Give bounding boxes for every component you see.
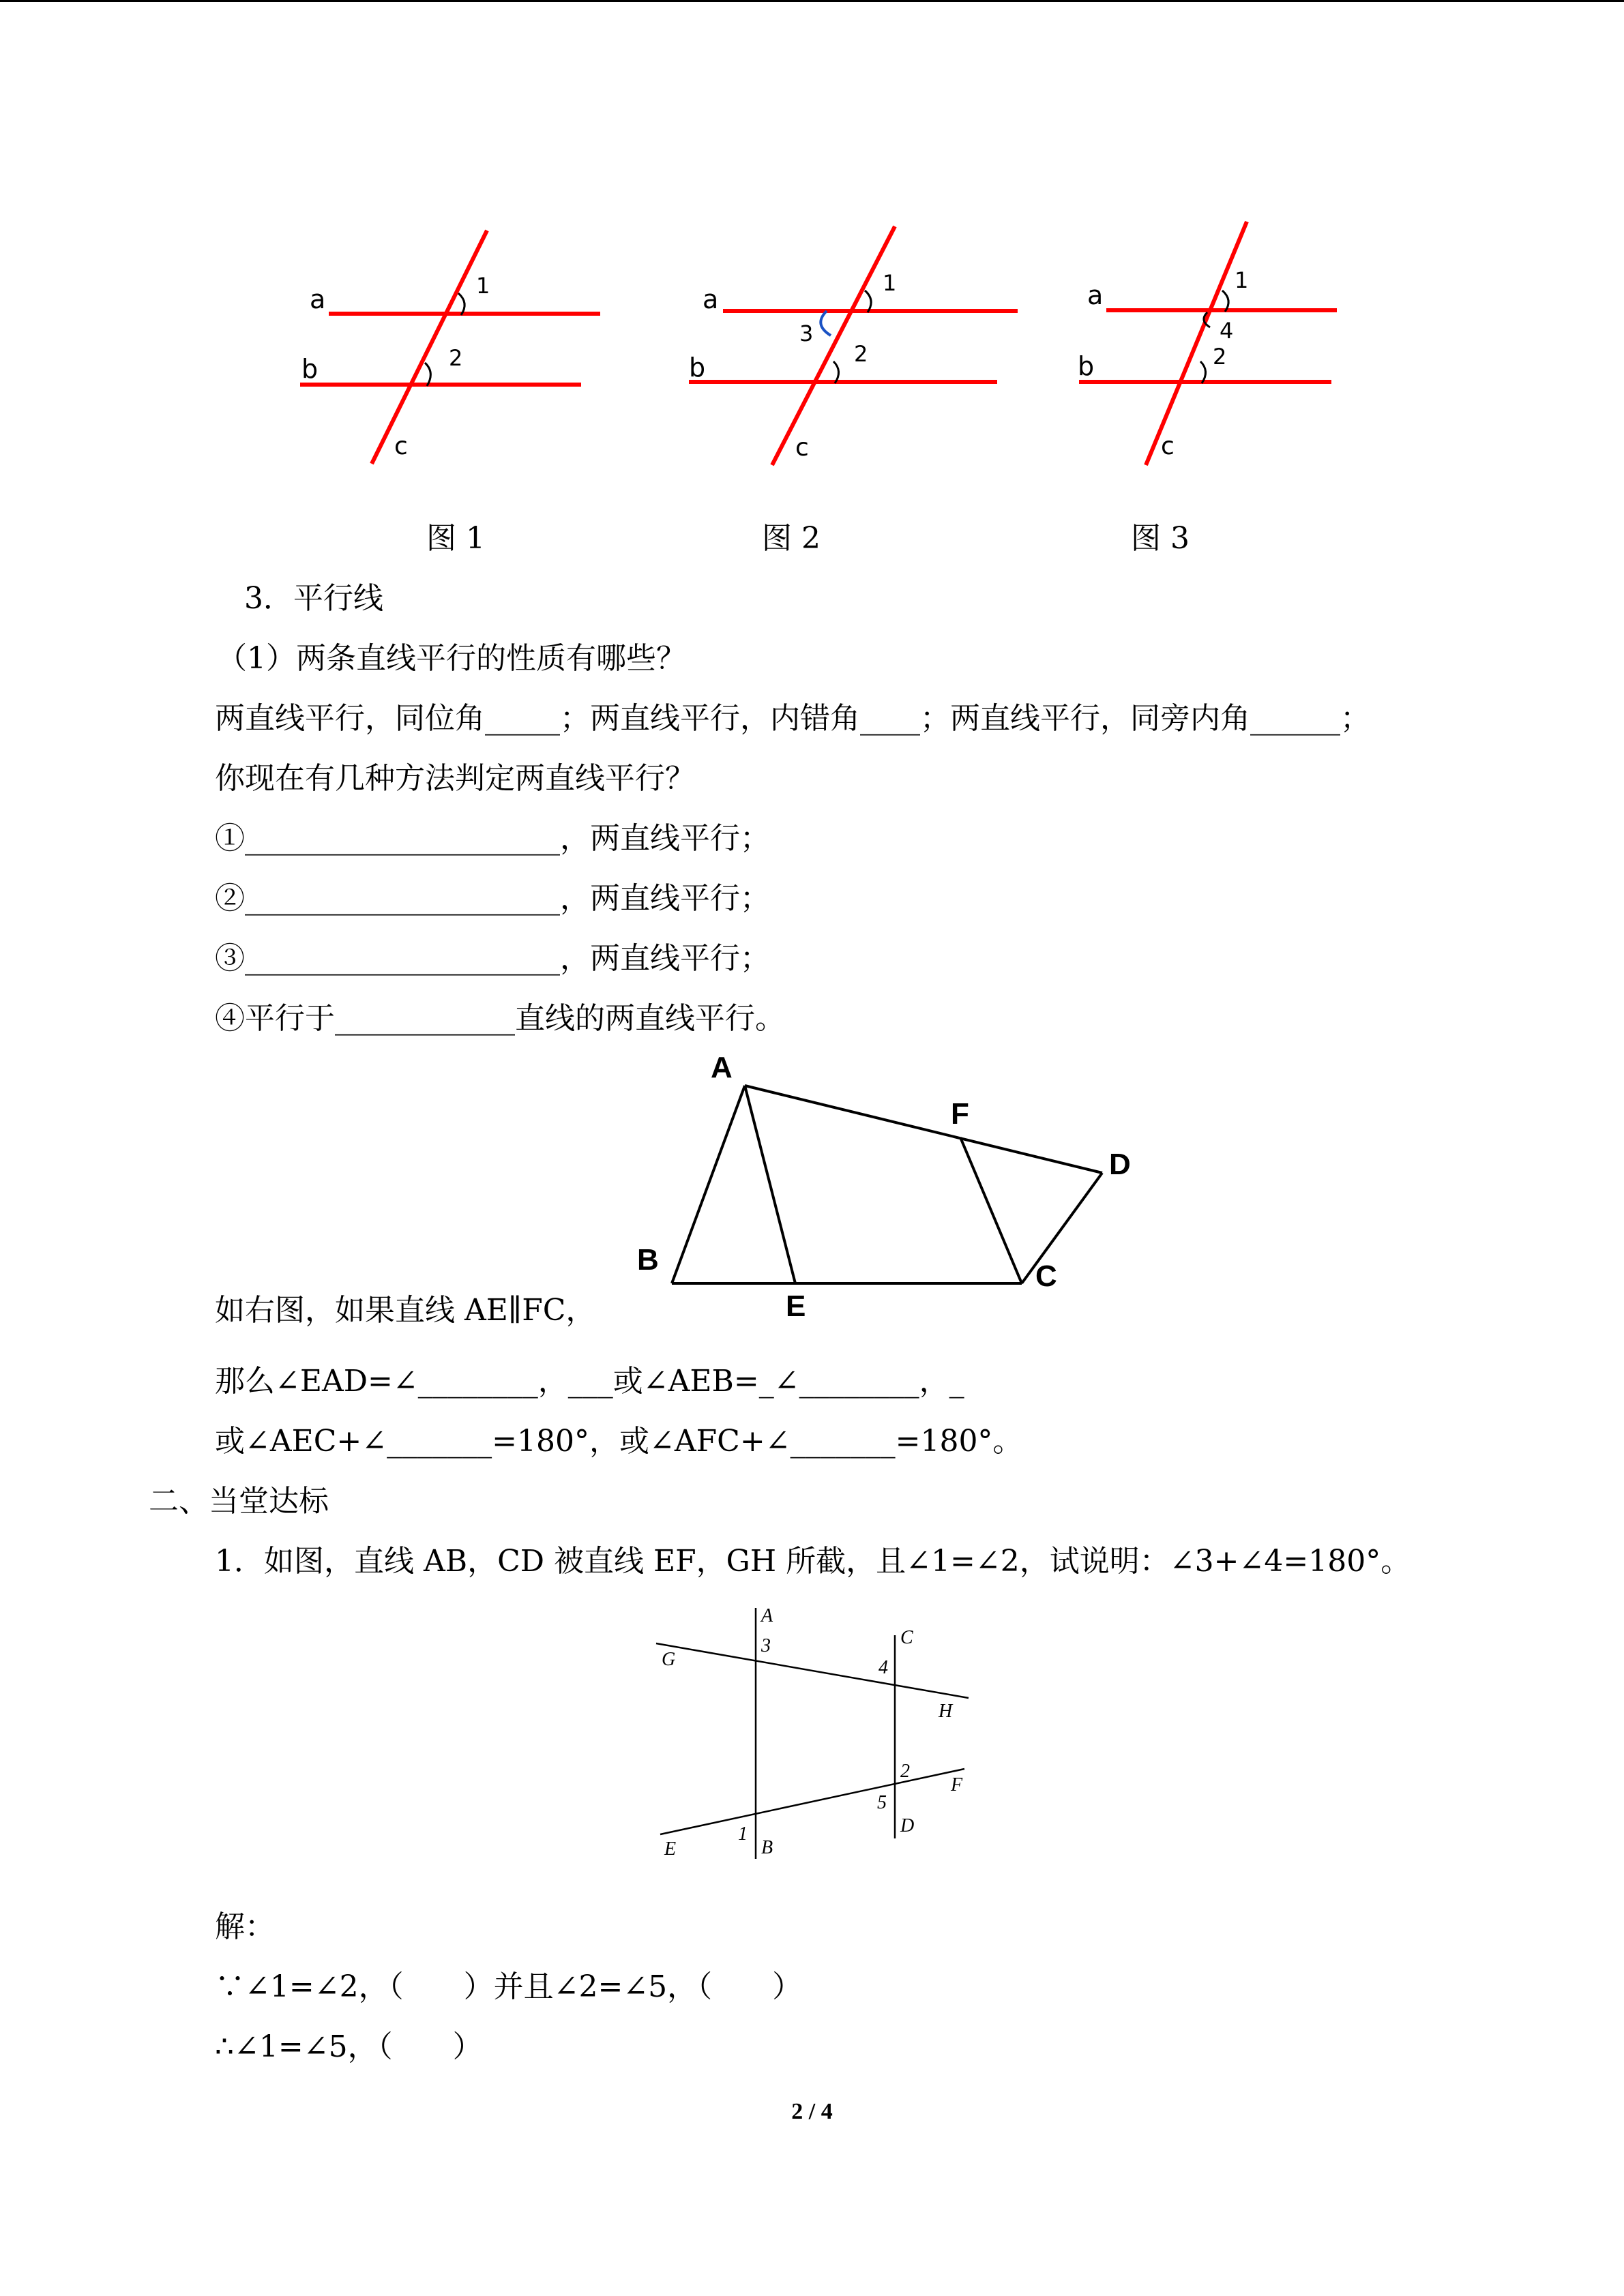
angle-fill-line2: 或∠AEC+∠_______=180°，或∠AFC+∠_______=180°。 [215, 1424, 1023, 1459]
page-number: 2 / 4 [791, 2099, 833, 2124]
fig-label-4: 4 [879, 1657, 888, 1678]
fig3-label-b: b [1078, 351, 1095, 381]
fig1-label-b: b [301, 354, 319, 384]
figure-abcd-efgh [648, 1602, 989, 1868]
fig-label-E: E [664, 1838, 677, 1860]
figure-abcdef [628, 1043, 1146, 1330]
fig1-label-a: a [310, 284, 326, 314]
label-C: C [1035, 1259, 1057, 1293]
label-A: A [711, 1051, 733, 1084]
fig-label-D: D [900, 1815, 915, 1836]
angle-fill-line1: 那么∠EAD=∠________，___或∠AEB=_∠________，_ [215, 1364, 964, 1399]
top-border [0, 0, 1624, 2]
fig2-label-c: c [795, 434, 809, 462]
fig-label-F: F [951, 1774, 963, 1795]
fig1-caption: 图 1 [426, 521, 485, 556]
fig-label-H: H [939, 1701, 953, 1722]
section2-heading: 二、当堂达标 [149, 1484, 329, 1519]
figure-3 [1064, 211, 1364, 477]
fig2-line-c [772, 226, 895, 465]
problem-1: 1．如图，直线 AB，CD 被直线 EF，GH 所截，且∠1=∠2，试说明：∠3+∠4=180°。 [215, 1544, 1411, 1579]
solution-label: 解： [215, 1909, 275, 1944]
fig2-label-3: 3 [799, 320, 814, 346]
label-D: D [1109, 1148, 1131, 1181]
section3-title: 3．平行线 [244, 581, 383, 616]
fig-label-2: 2 [900, 1761, 910, 1782]
fig-label-1: 1 [738, 1823, 748, 1845]
section3-methods-question: 你现在有几种方法判定两直线平行？ [215, 761, 695, 796]
label-B: B [637, 1243, 659, 1277]
method-4: ④平行于____________直线的两直线平行。 [215, 1001, 785, 1036]
figure-1 [286, 218, 614, 477]
method-1: ①_____________________，两直线平行； [215, 821, 770, 856]
label-F: F [951, 1097, 969, 1131]
method-2: ②_____________________，两直线平行； [215, 881, 770, 916]
fig-label-3: 3 [761, 1635, 771, 1656]
fig3-label-c: c [1161, 432, 1175, 460]
fig-label-C: C [900, 1627, 913, 1648]
fig1-label-1: 1 [476, 273, 490, 299]
figure-2 [675, 218, 1030, 477]
section3-properties: 两直线平行，同位角_____；两直线平行，内错角____；两直线平行，同旁内角______； [215, 701, 1370, 736]
fig3-caption: 图 3 [1131, 521, 1190, 556]
fig1-line-c [372, 230, 487, 464]
fig-label-A: A [761, 1605, 773, 1626]
if-ae-parallel-fc: 如右图，如果直线 AE∥FC， [215, 1293, 596, 1328]
section3-q1: （1）两条直线平行的性质有哪些？ [217, 641, 686, 676]
fig2-label-1: 1 [883, 270, 897, 296]
fig-label-B: B [761, 1837, 773, 1858]
fig1-label-2: 2 [449, 345, 463, 371]
fig3-label-1: 1 [1235, 267, 1249, 293]
fig1-label-c: c [394, 432, 408, 460]
solution-step-1: ∵∠1=∠2，（ ）并且∠2=∠5，（ ） [215, 1969, 803, 2004]
method-3: ③_____________________，两直线平行； [215, 941, 770, 976]
fig-label-5: 5 [877, 1792, 887, 1813]
fig2-label-2: 2 [854, 341, 868, 367]
fig2-label-b: b [689, 353, 706, 383]
solution-step-2: ∴∠1=∠5，（ ） [215, 2029, 483, 2064]
fig-label-G: G [662, 1649, 676, 1670]
fig3-label-2: 2 [1213, 344, 1227, 370]
fig3-label-4: 4 [1220, 318, 1234, 344]
label-E: E [786, 1289, 806, 1323]
fig2-label-a: a [703, 284, 719, 314]
fig2-caption: 图 2 [762, 521, 821, 556]
fig3-label-a: a [1087, 280, 1104, 310]
